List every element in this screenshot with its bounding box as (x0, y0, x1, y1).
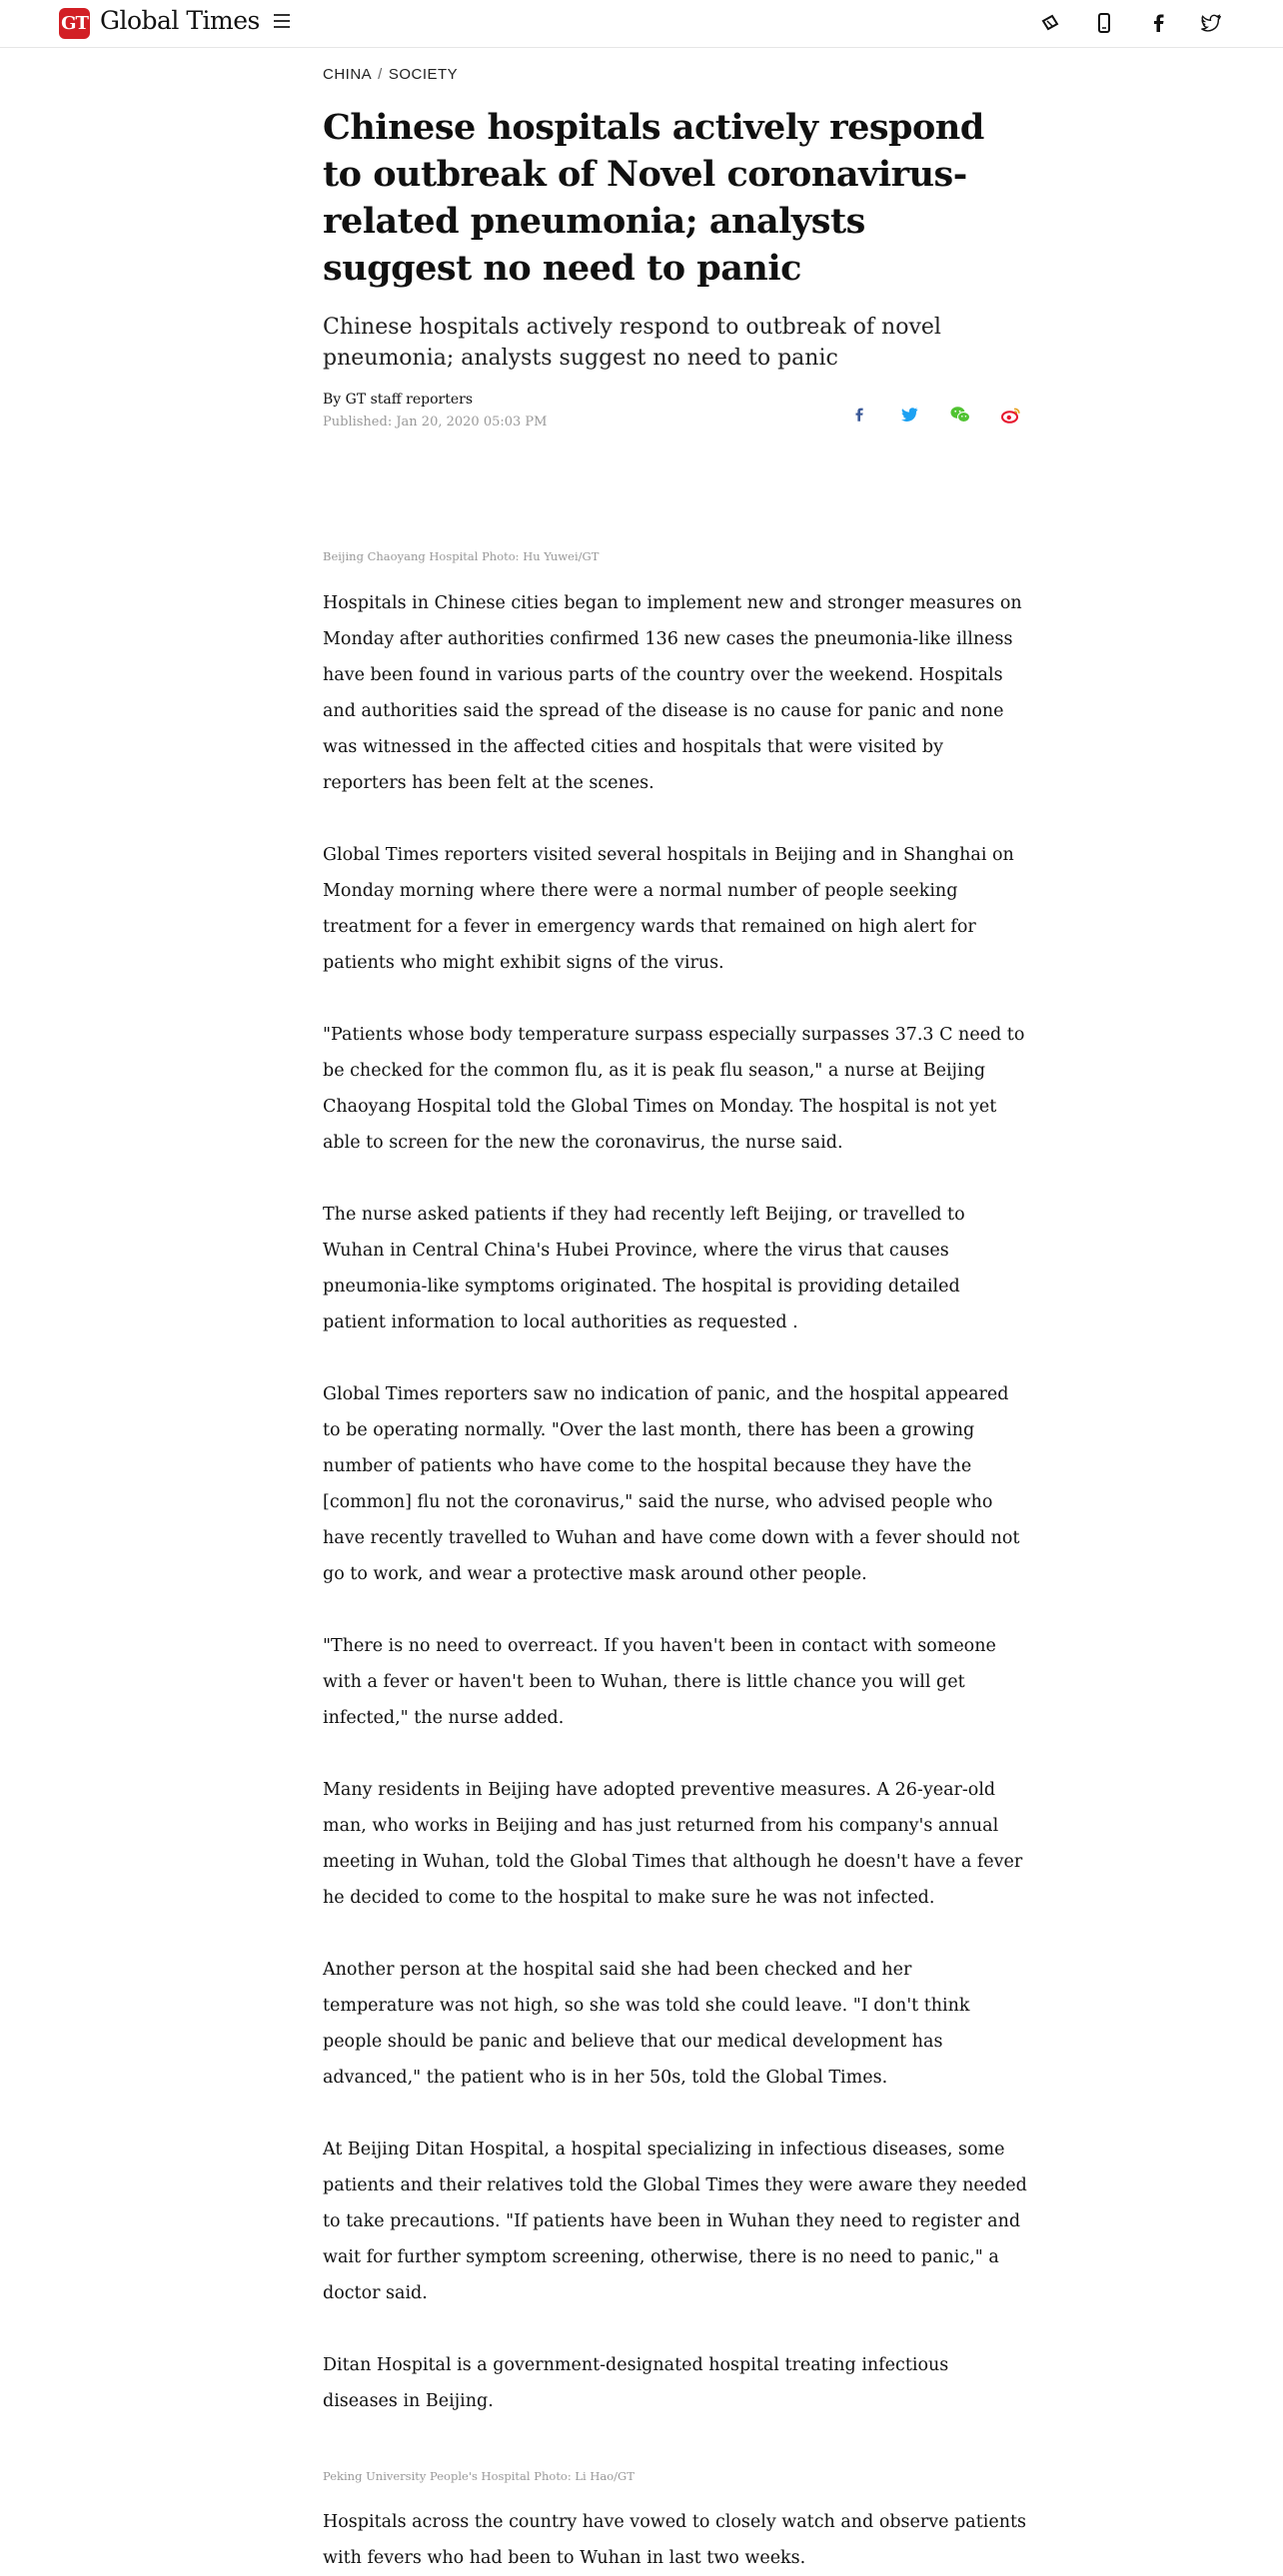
wechat-icon[interactable] (949, 404, 971, 426)
top-navigation-bar (0, 0, 1283, 48)
article-paragraph: Hospitals across the country have vowed to closely watch and observe patients with fevers who had been to Wuhan in last two weeks. (323, 2512, 1026, 2568)
article-paragraph: Global Times reporters saw no indication of panic, and the hospital appeared to be operating normally. "Over the last month, there has been a growing number of patients who have come to the hospital because they have the [common] flu not the coronavirus," said the nurse, who advised people who have recently travelled to Wuhan and have come down with a fever should not go to work, and wear a protective mask around other people. (323, 1384, 1020, 1584)
article-paragraph: At Beijing Ditan Hospital, a hospital specializing in infectious diseases, some patients and their relatives told the Global Times they were aware they needed to take precautions. "If patients have been in Wuhan they need to register and wait for further symptom screening, otherwise, there is no need to panic," a doctor said. (323, 2140, 1027, 2303)
site-name[interactable]: Global Times (100, 6, 260, 35)
published-date: Published: Jan 20, 2020 05:03 PM (323, 415, 548, 429)
article-paragraph: Global Times reporters visited several hospitals in Beijing and in Shanghai on Monday morning where there were a normal number of people seeking treatment for a fever in emergency wards that remained on high alert for patients who might exhibit signs of the virus. (323, 845, 1014, 973)
facebook-icon[interactable] (1145, 10, 1171, 36)
global-times-logo[interactable]: GT (59, 8, 90, 39)
article-title: Chinese hospitals actively respond to outbreak of Novel coronavirus-related pneumonia; analysts suggest no need to panic (323, 107, 984, 289)
breadcrumb (323, 66, 458, 83)
byline: By GT staff reporters (323, 392, 474, 408)
breadcrumb-society[interactable]: SOCIETY (388, 66, 459, 83)
weibo-icon[interactable] (1000, 404, 1022, 426)
breadcrumb-china[interactable]: CHINA (323, 66, 373, 83)
phone-icon[interactable] (1091, 10, 1117, 36)
menu-icon[interactable] (274, 14, 290, 30)
article-paragraph: Hospitals in Chinese cities began to implement new and stronger measures on Monday after authorities confirmed 136 new cases the pneumonia-like illness have been found in various parts of the country over the weekend. Hospitals and authorities said the spread of the disease is no cause for panic and none was witnessed in the affected cities and hospitals that were visited by reporters has been felt at the scenes. (323, 593, 1022, 793)
article-paragraph: Many residents in Beijing have adopted preventive measures. A 26-year-old man, who works in Beijing and has just returned from his company's annual meeting in Wuhan, told the Global Times that although he doesn't have a fever he decided to come to the hospital to make sure he was not infected. (323, 1780, 1023, 1908)
twitter-icon[interactable] (1198, 10, 1224, 36)
photo-caption: Peking University People's Hospital Photo: Li Hao/GT (323, 2469, 635, 2483)
article-paragraph: The nurse asked patients if they had recently left Beijing, or travelled to Wuhan in Central China's Hubei Province, where the virus that causes pneumonia-like symptoms originated. The hospital is providing detailed patient information to local authorities as requested . (323, 1205, 965, 1332)
ticket-icon[interactable] (1037, 10, 1063, 36)
article-paragraph: "Patients whose body temperature surpass especially surpasses 37.3 C need to be checked for the common flu, as it is peak flu season," a nurse at Beijing Chaoyang Hospital told the Global Times on Monday. The hospital is not yet able to screen for the new the coronavirus, the nurse said. (323, 1025, 1025, 1153)
breadcrumb-separator: / (378, 66, 383, 83)
article-paragraph: Ditan Hospital is a government-designated hospital treating infectious diseases in Beijing. (323, 2355, 949, 2411)
article-paragraph: Another person at the hospital said she had been checked and her temperature was not high, so she was told she could leave. "I don't think people should be panic and believe that our medical development has advanced," the patient who is in her 50s, told the Global Times. (323, 1960, 970, 2088)
facebook-icon[interactable] (847, 404, 869, 426)
photo-caption: Beijing Chaoyang Hospital Photo: Hu Yuwei/GT (323, 549, 600, 563)
article-paragraph: "There is no need to overreact. If you haven't been in contact with someone with a fever or haven't been to Wuhan, there is little chance you will get infected," the nurse added. (323, 1636, 996, 1728)
twitter-icon[interactable] (898, 404, 920, 426)
article-subtitle: Chinese hospitals actively respond to outbreak of novel pneumonia; analysts suggest no need to panic (323, 315, 941, 371)
